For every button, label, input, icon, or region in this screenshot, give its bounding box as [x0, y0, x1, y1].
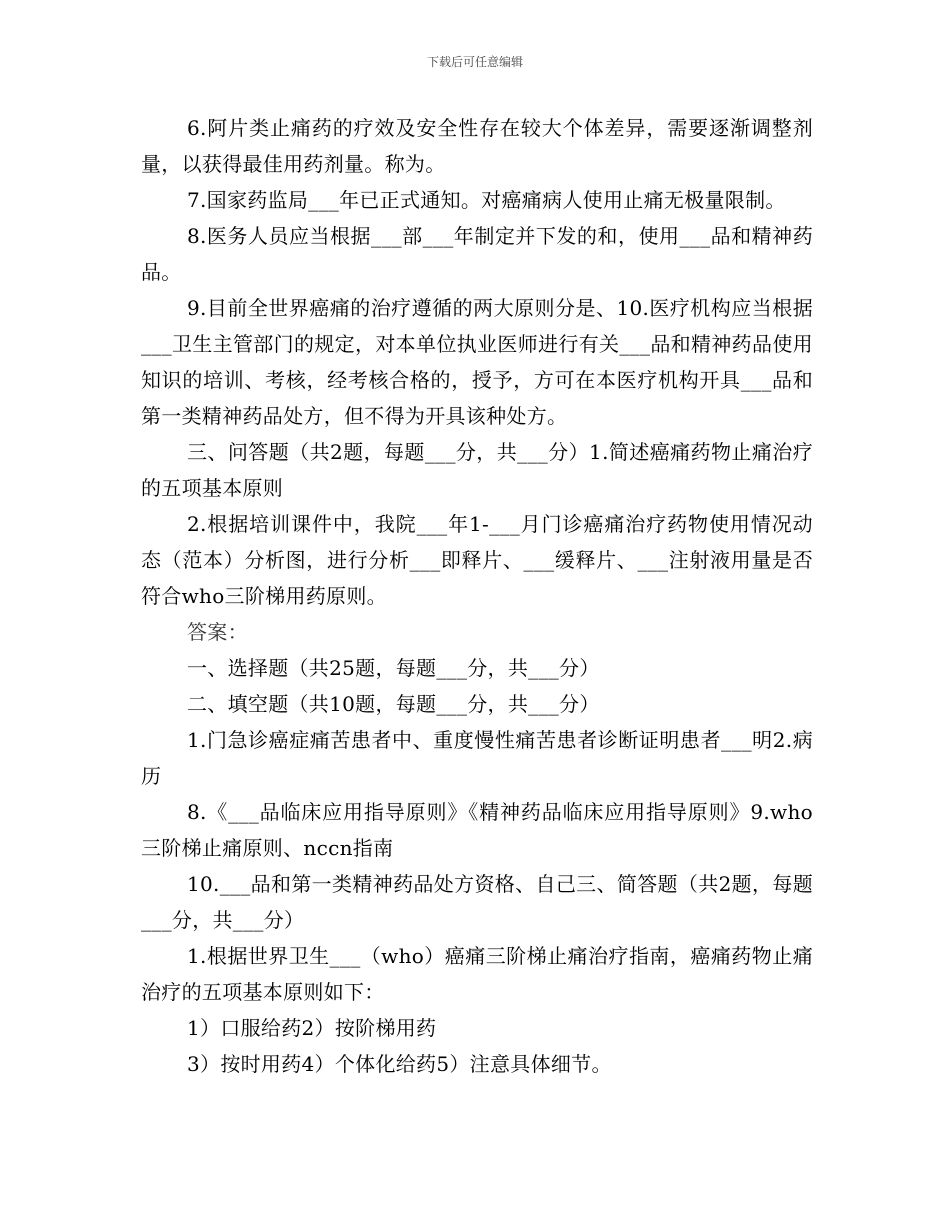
answer-section-one: 一、选择题（共25题，每题___分，共___分）: [187, 656, 600, 680]
answer-principles-3-5: 3）按时用药4）个体化给药5）注意具体细节。: [187, 1052, 612, 1076]
answer-section-two: 二、填空题（共10题，每题___分，共___分）: [187, 692, 600, 716]
paragraph-q9-q10: 9.目前全世界癌痛的治疗遵循的两大原则分是、10.医疗机构应当根据___卫生主管部门的规定，对本单位执业医师进行有关___品和精神药品使用知识的培训、考核，经考核合格的，授予，方可在本医疗机构开具___品和第一类精神药品处方，但不得为开具该种处方。: [141, 296, 813, 428]
paragraph-section-three: 三、问答题（共2题，每题___分，共___分）1.简述癌痛药物止痛治疗的五项基本原则: [141, 440, 813, 500]
answer-principles-1-2: 1）口服给药2）按阶梯用药: [187, 1016, 437, 1040]
answer-short-1: 1.根据世界卫生___（who）癌痛三阶梯止痛治疗指南，癌痛药物止痛治疗的五项基本原则如下：: [141, 944, 813, 1004]
paragraph-q6: 6.阿片类止痛药的疗效及安全性存在较大个体差异，需要逐渐调整剂量，以获得最佳用药剂量。称为。: [141, 116, 813, 176]
paragraph-q7: 7.国家药监局___年已正式通知。对癌痛病人使用止痛无极量限制。: [187, 188, 786, 212]
paragraph-qa2: 2.根据培训课件中，我院___年1-___月门诊癌痛治疗药物使用情况动态（范本）分析图，进行分析___即释片、___缓释片、___注射液用量是否符合who三阶梯用药原则。: [141, 512, 813, 608]
answer-10: 10.___品和第一类精神药品处方资格、自己三、简答题（共2题，每题___分，共___分）: [141, 872, 813, 932]
document-body: [141, 110, 813, 1082]
answers-heading: 答案：: [187, 620, 248, 644]
answer-8-9: 8.《___品临床应用指导原则》《精神药品临床应用指导原则》9.who三阶梯止痛原则、nccn指南: [141, 800, 813, 860]
paragraph-q8: 8.医务人员应当根据___部___年制定并下发的和，使用___品和精神药品。: [141, 224, 813, 284]
answer-1-2: 1.门急诊癌症痛苦患者中、重度慢性痛苦患者诊断证明患者___明2.病历: [141, 728, 813, 788]
page-header: 下载后可任意编辑: [426, 55, 523, 69]
